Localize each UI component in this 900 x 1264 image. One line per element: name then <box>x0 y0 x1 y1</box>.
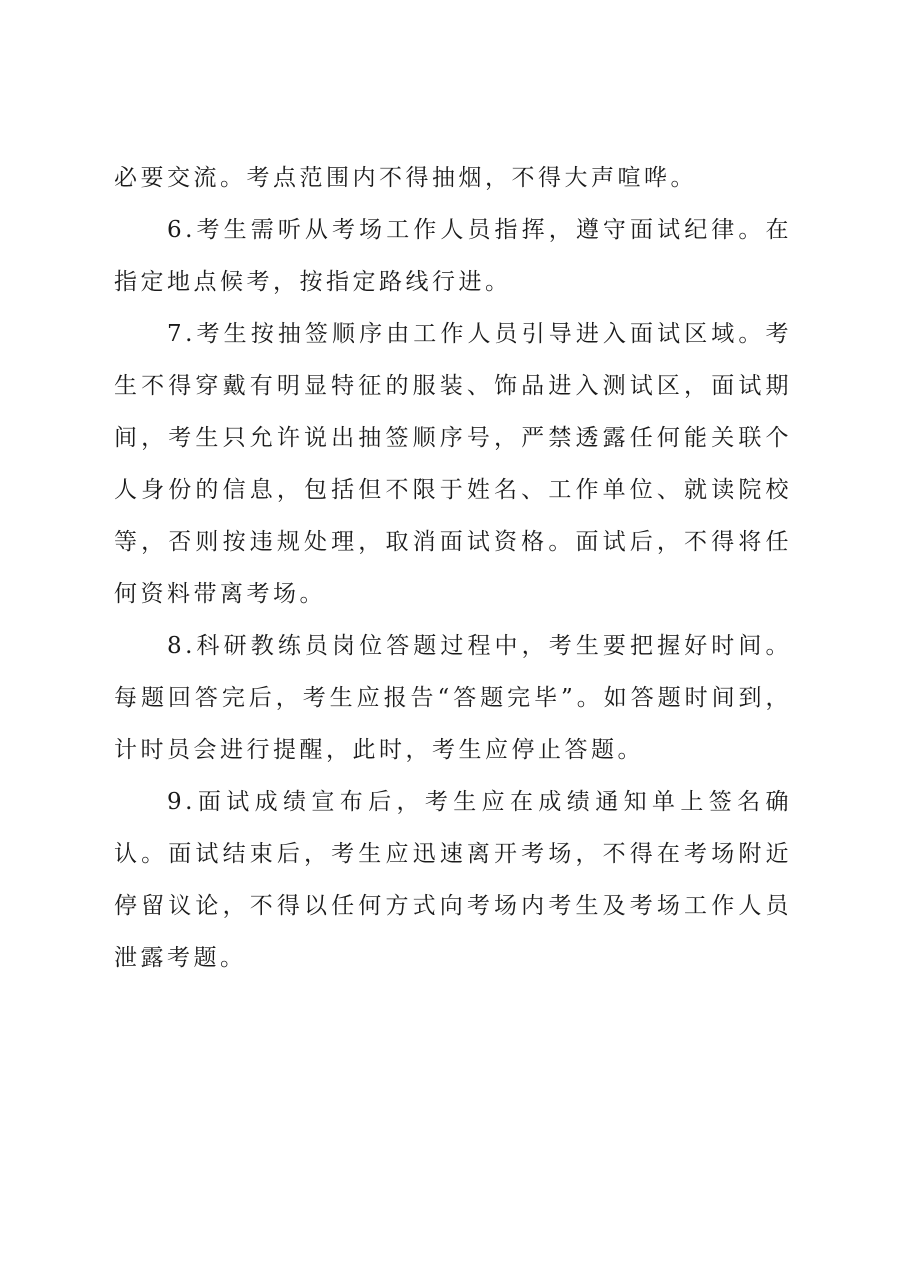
paragraph-continuation: 必要交流。考点范围内不得抽烟，不得大声喧哗。 <box>114 165 697 191</box>
document-body <box>114 152 792 984</box>
paragraph-rule-7: 7.考生按抽签顺序由工作人员引导进入面试区域。考生不得穿戴有明显特征的服装、饰品进入测试区，面试期间，考生只允许说出抽签顺序号，严禁透露任何能关联个人身份的信息，包括但不限于姓名、工作单位、就读院校等，否则按违规处理，取消面试资格。面试后，不得将任何资料带离考场。 <box>114 321 792 607</box>
paragraph-rule-9: 9.面试成绩宣布后，考生应在成绩通知单上签名确认。面试结束后，考生应迅速离开考场，不得在考场附近停留议论，不得以任何方式向考场内考生及考场工作人员泄露考题。 <box>114 789 792 971</box>
paragraph-rule-8: 8.科研教练员岗位答题过程中，考生要把握好时间。每题回答完后，考生应报告“答题完毕”。如答题时间到，计时员会进行提醒，此时，考生应停止答题。 <box>114 633 792 763</box>
paragraph-rule-6: 6.考生需听从考场工作人员指挥，遵守面试纪律。在指定地点候考，按指定路线行进。 <box>114 217 792 295</box>
